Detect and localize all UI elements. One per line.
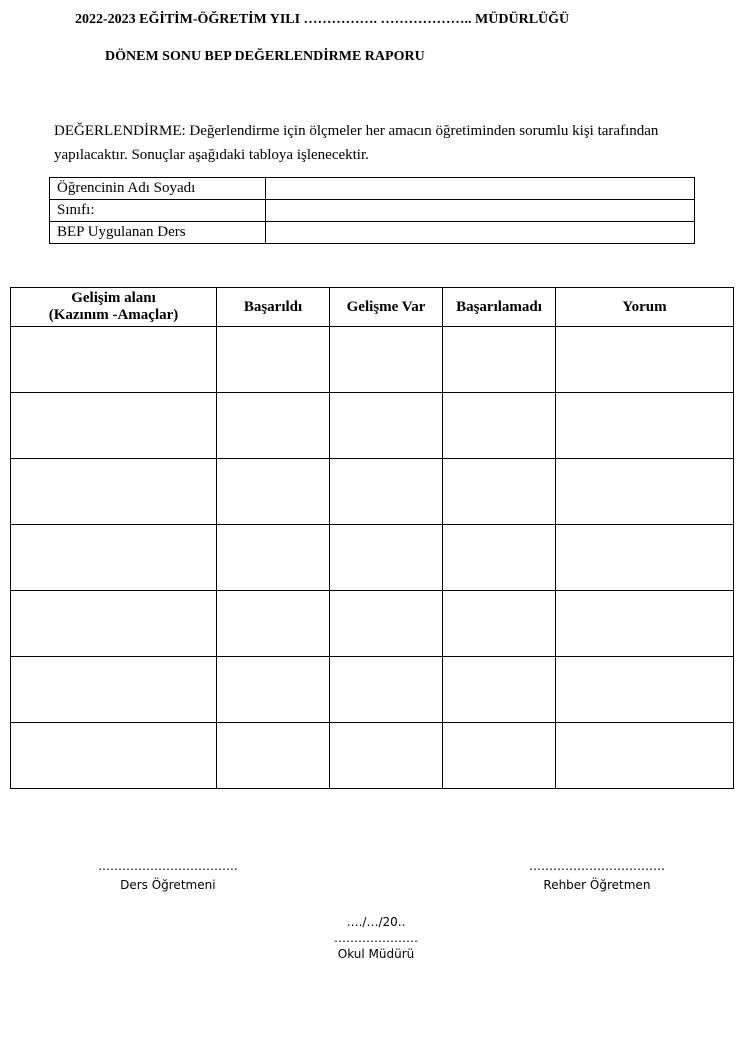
table-row <box>11 393 734 459</box>
failed-cell[interactable] <box>443 327 556 393</box>
student-name-label: Öğrencinin Adı Soyadı <box>50 178 266 200</box>
table-row <box>11 459 734 525</box>
comment-cell[interactable] <box>556 525 734 591</box>
header-progress: Gelişme Var <box>330 288 443 327</box>
comment-cell[interactable] <box>556 657 734 723</box>
progress-cell[interactable] <box>330 525 443 591</box>
comment-cell[interactable] <box>556 327 734 393</box>
area-cell[interactable] <box>11 525 217 591</box>
header-failed: Başarılamadı <box>443 288 556 327</box>
failed-cell[interactable] <box>443 393 556 459</box>
principal-signature <box>326 915 426 961</box>
area-cell[interactable] <box>11 327 217 393</box>
comment-cell[interactable] <box>556 723 734 789</box>
progress-cell[interactable] <box>330 327 443 393</box>
progress-cell[interactable] <box>330 393 443 459</box>
evaluation-table-body <box>11 327 734 789</box>
area-cell[interactable] <box>11 723 217 789</box>
success-cell[interactable] <box>217 525 330 591</box>
course-field[interactable] <box>266 222 695 244</box>
header-area-line1: Gelişim alanı <box>71 290 156 306</box>
student-info-table <box>49 177 695 244</box>
guidance-signature <box>529 859 665 892</box>
guidance-signature-line: ……………………………. <box>529 859 665 873</box>
table-header-row <box>11 288 734 327</box>
evaluation-table <box>10 287 734 789</box>
progress-cell[interactable] <box>330 591 443 657</box>
table-row <box>50 178 695 200</box>
evaluation-instructions: DEĞERLENDİRME: Değerlendirme için ölçmeler her amacın öğretiminden sorumlu kişi tarafından yapılacaktır. Sonuçlar aşağıdaki tabloya işlenecektir. <box>54 123 659 163</box>
progress-cell[interactable] <box>330 459 443 525</box>
table-row <box>11 723 734 789</box>
table-row <box>11 327 734 393</box>
area-cell[interactable] <box>11 459 217 525</box>
table-row <box>11 591 734 657</box>
success-cell[interactable] <box>217 591 330 657</box>
class-label: Sınıfı: <box>50 200 266 222</box>
comment-cell[interactable] <box>556 459 734 525</box>
class-field[interactable] <box>266 200 695 222</box>
header-development-area <box>11 288 217 327</box>
progress-cell[interactable] <box>330 723 443 789</box>
area-cell[interactable] <box>11 657 217 723</box>
failed-cell[interactable] <box>443 723 556 789</box>
failed-cell[interactable] <box>443 591 556 657</box>
failed-cell[interactable] <box>443 657 556 723</box>
header-comment: Yorum <box>556 288 734 327</box>
failed-cell[interactable] <box>443 525 556 591</box>
table-row <box>50 200 695 222</box>
success-cell[interactable] <box>217 393 330 459</box>
comment-cell[interactable] <box>556 393 734 459</box>
area-cell[interactable] <box>11 591 217 657</box>
teacher-signature <box>98 859 238 892</box>
principal-signature-line: ………………… <box>334 931 418 945</box>
header-success: Başarıldı <box>217 288 330 327</box>
student-name-field[interactable] <box>266 178 695 200</box>
success-cell[interactable] <box>217 657 330 723</box>
header-area-line2: (Kazınım -Amaçlar) <box>48 307 179 323</box>
document-title: 2022-2023 EĞİTİM-ÖĞRETİM YILI ……………. ……………….. MÜDÜRLÜĞÜ <box>75 12 570 27</box>
course-label: BEP Uygulanan Ders <box>50 222 266 244</box>
principal-role: Okul Müdürü <box>337 947 415 961</box>
area-cell[interactable] <box>11 393 217 459</box>
teacher-signature-line: …………………………….. <box>98 859 238 873</box>
success-cell[interactable] <box>217 327 330 393</box>
teacher-role: Ders Öğretmeni <box>120 878 216 892</box>
report-title: DÖNEM SONU BEP DEĞERLENDİRME RAPORU <box>105 49 425 64</box>
progress-cell[interactable] <box>330 657 443 723</box>
success-cell[interactable] <box>217 459 330 525</box>
success-cell[interactable] <box>217 723 330 789</box>
table-row <box>50 222 695 244</box>
comment-cell[interactable] <box>556 591 734 657</box>
table-row <box>11 657 734 723</box>
date-line: …./…/20.. <box>346 915 406 929</box>
failed-cell[interactable] <box>443 459 556 525</box>
guidance-role: Rehber Öğretmen <box>543 878 651 892</box>
table-row <box>11 525 734 591</box>
